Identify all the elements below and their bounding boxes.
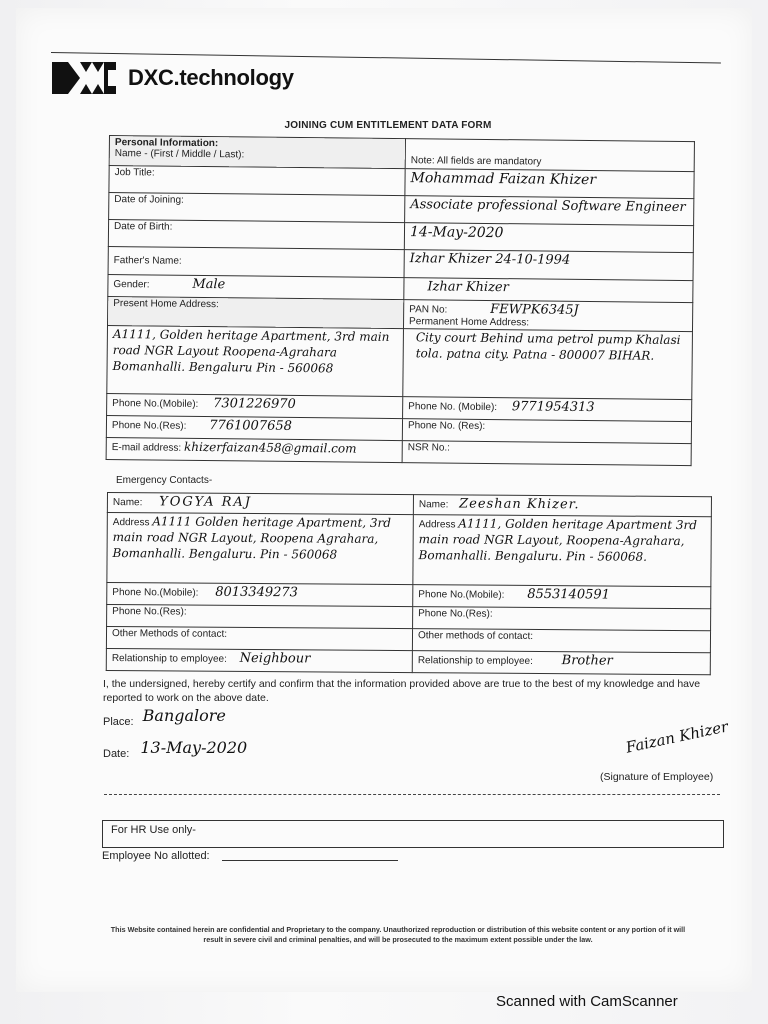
perm-mobile-value: 9771954313	[511, 399, 595, 416]
permanent-addr-label: Permanent Home Address:	[409, 316, 530, 329]
c2-other-label: Other methods of contact:	[417, 630, 534, 642]
personal-header: Personal Information:	[114, 137, 219, 150]
doj-label: Date of Joining:	[114, 194, 184, 206]
perm-res-label: Phone No. (Res):	[407, 420, 486, 432]
employee-signature: Faizan Khizer	[624, 717, 730, 757]
present-addr-value: A1111, Golden heritage Apartment, 3rd main road NGR Layout Roopena-Agrahara Bomanhalli. Bengaluru Pin - 560068	[112, 327, 390, 376]
c1-other-label: Other Methods of contact:	[111, 628, 228, 640]
c2-res-label: Phone No.(Res):	[418, 608, 493, 620]
perm-mobile-label: Phone No. (Mobile):	[408, 401, 498, 414]
c2-name-label: Name:	[418, 499, 449, 511]
c2-mobile-cell	[413, 585, 711, 609]
c1-relation-cell	[106, 648, 412, 672]
c2-relation-value: Brother	[561, 653, 613, 669]
note-cell	[405, 139, 694, 172]
c2-mobile-label: Phone No.(Mobile):	[418, 589, 505, 601]
confidentiality-footer: This Website contained herein are confidential and Proprietary to the company. Unauthorized reproduction or distribution of this website content or any portion of it will result in severe civil and criminal penalties, and will be prosecuted to the maximum extent possible under the law.	[110, 925, 686, 944]
job-title-label: Job Title:	[114, 167, 155, 179]
mobile-value: 7301226970	[213, 396, 296, 412]
father-label: Father's Name:	[113, 255, 182, 267]
c2-relation-cell	[412, 651, 710, 675]
pan-value: FEWPK6345J	[490, 302, 579, 318]
job-title-value-cell	[405, 196, 694, 226]
dob-label: Date of Birth:	[113, 221, 173, 233]
date-value: 13-May-2020	[140, 738, 248, 757]
c1-relation-value: Neighbour	[239, 650, 311, 667]
gender-cell	[108, 274, 404, 299]
c1-mobile-cell	[107, 583, 413, 607]
c2-other-cell	[412, 629, 710, 653]
dxc-logo-icon	[52, 58, 118, 98]
doj-label-cell	[109, 193, 405, 223]
c2-address-value: A1111, Golden heritage Apartment 3rd main road NGR Layout, Roopena-Agrahara, Bomanhalli. Bengaluru. Pin - 560068.	[418, 516, 698, 564]
gender-value: Male	[192, 276, 226, 293]
signature-label: (Signature of Employee)	[600, 771, 714, 783]
perm-res-cell	[402, 419, 691, 444]
emergency-contacts-table	[106, 492, 712, 675]
c1-name-cell	[107, 493, 413, 515]
pan-label: PAN No:	[409, 304, 448, 316]
place-label: Place:	[103, 716, 134, 728]
c2-relation-label: Relationship to employee:	[417, 655, 533, 667]
emergency-header: Emergency Contacts-	[116, 475, 213, 486]
scanner-watermark: Scanned with CamScanner	[496, 993, 678, 1010]
hr-use-box	[102, 820, 724, 848]
permanent-addr-value-cell	[403, 329, 693, 400]
res-value: 7761007658	[209, 418, 293, 434]
company-logo	[52, 58, 294, 98]
hr-use-label: For HR Use only-	[111, 824, 196, 836]
date-label: Date:	[103, 748, 130, 760]
personal-header-cell	[109, 136, 405, 169]
father-pan-cell	[404, 278, 693, 303]
dob-label-cell	[108, 220, 404, 250]
res-cell	[106, 415, 402, 440]
c2-res-cell	[413, 607, 711, 631]
place-value: Bangalore	[142, 706, 226, 725]
personal-info-table	[106, 135, 695, 466]
present-addr-label: Present Home Address:	[113, 298, 219, 311]
nsr-label: NSR No.:	[407, 442, 451, 454]
logo-text: DXC.technology	[128, 65, 294, 90]
mandatory-note: Note: All fields are mandatory	[410, 155, 542, 168]
c2-address-label: Address	[418, 519, 456, 531]
email-label: E-mail address:	[111, 442, 182, 454]
job-title-label-cell	[109, 166, 405, 196]
dob-value-cell	[404, 250, 693, 281]
present-addr-value-cell	[107, 325, 404, 396]
name-label: Name - (First / Middle / Last):	[114, 148, 245, 161]
c1-relation-label: Relationship to employee:	[111, 653, 227, 665]
email-value: khizerfaizan458@gmail.com	[183, 439, 357, 456]
c1-res-label: Phone No.(Res):	[112, 606, 187, 618]
permanent-addr-value: City court Behind uma petrol pump Khalasi tola. patna city. Patna - 800007 BIHAR.	[415, 330, 681, 363]
dob-value: Izhar Khizer 24-10-1994	[409, 251, 571, 268]
place-row	[103, 706, 226, 729]
present-addr-label-cell	[108, 296, 404, 328]
c2-name-value: Zeeshan Khizer.	[459, 496, 580, 513]
c1-res-cell	[107, 605, 413, 629]
declaration-text: I, the undersigned, hereby certify and confirm that the information provided above are true to the best of my knowledge and have reported to work on the above date.	[103, 678, 701, 704]
doj-value-cell	[404, 223, 693, 253]
nsr-cell	[402, 441, 691, 466]
res-label: Phone No.(Res):	[111, 420, 187, 432]
employee-no-label: Employee No allotted:	[102, 850, 210, 862]
dashed-divider	[104, 794, 720, 795]
father-label-cell	[108, 246, 404, 277]
mobile-label: Phone No.(Mobile):	[112, 398, 199, 410]
mobile-cell	[107, 393, 403, 418]
email-cell	[106, 437, 402, 462]
c1-address-value: A1111 Golden heritage Apartment, 3rd main road NGR Layout, Roopena Agrahara, Bomanhalli. Bengaluru. Pin - 560068	[112, 514, 392, 562]
employee-no-line	[222, 860, 398, 861]
gender-label: Gender:	[113, 279, 150, 291]
name-value: Mohammad Faizan Khizer	[410, 170, 597, 189]
date-row	[103, 738, 248, 761]
c1-name-label: Name:	[112, 497, 143, 509]
c1-address-label: Address	[112, 517, 150, 529]
c1-address-cell	[107, 513, 413, 585]
c2-name-cell	[413, 495, 711, 517]
doj-value: 14-May-2020	[409, 224, 504, 242]
c1-other-cell	[106, 627, 412, 651]
job-title-value: Associate professional Software Engineer	[410, 197, 686, 216]
c2-mobile-value: 8553140591	[527, 586, 611, 603]
c1-name-value: YOGYA RAJ	[159, 494, 253, 511]
father-value: Izhar Khizer	[427, 279, 509, 296]
c1-mobile-value: 8013349273	[215, 584, 299, 601]
name-value-cell	[405, 169, 694, 199]
pan-cell	[403, 300, 692, 332]
c1-mobile-label: Phone No.(Mobile):	[112, 587, 199, 599]
form-title: JOINING CUM ENTITLEMENT DATA FORM	[284, 120, 492, 131]
perm-mobile-cell	[403, 397, 692, 422]
c2-address-cell	[413, 515, 711, 587]
